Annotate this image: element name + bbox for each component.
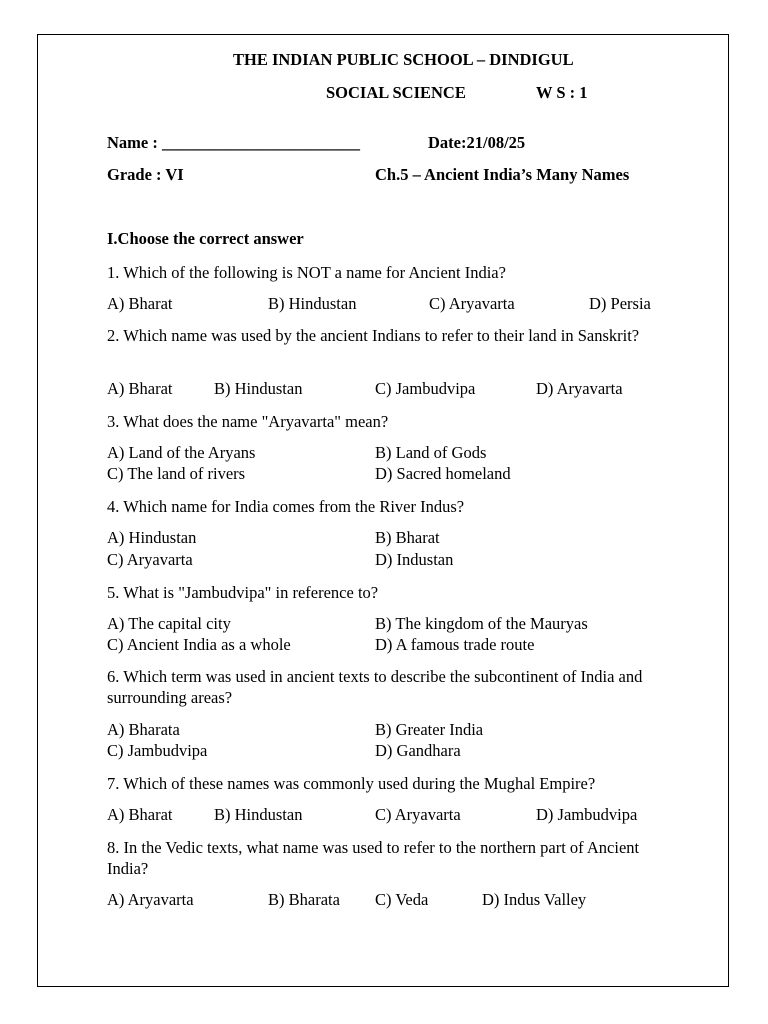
option-4d[interactable]: D) Industan	[375, 550, 454, 569]
option-6b[interactable]: B) Greater India	[375, 720, 484, 739]
option-1d[interactable]: D) Persia	[589, 294, 651, 313]
option-8d[interactable]: D) Indus Valley	[482, 890, 587, 909]
date-label: Date:21/08/25	[428, 133, 526, 152]
name-field[interactable]: Name : ________________________	[107, 133, 360, 152]
option-6d[interactable]: D) Gandhara	[375, 741, 461, 760]
option-3c[interactable]: C) The land of rivers	[107, 464, 246, 483]
option-5c[interactable]: C) Ancient India as a whole	[107, 635, 291, 654]
question-4: 4. Which name for India comes from the River Indus?	[107, 497, 465, 516]
subject-title: SOCIAL SCIENCE	[326, 83, 466, 102]
option-4c[interactable]: C) Aryavarta	[107, 550, 193, 569]
option-1b[interactable]: B) Hindustan	[268, 294, 357, 313]
grade-label: Grade : VI	[107, 165, 184, 184]
section-heading: I.Choose the correct answer	[107, 229, 304, 248]
option-7d[interactable]: D) Jambudvipa	[536, 805, 638, 824]
option-4b[interactable]: B) Bharat	[375, 528, 440, 547]
option-3d[interactable]: D) Sacred homeland	[375, 464, 511, 483]
worksheet-number: W S : 1	[536, 83, 588, 102]
question-5: 5. What is "Jambudvipa" in reference to?	[107, 583, 379, 602]
option-7a[interactable]: A) Bharat	[107, 805, 173, 824]
option-1a[interactable]: A) Bharat	[107, 294, 173, 313]
option-8b[interactable]: B) Bharata	[268, 890, 340, 909]
question-8: 8. In the Vedic texts, what name was used to refer to the northern part of Ancient India?	[107, 838, 640, 878]
option-5b[interactable]: B) The kingdom of the Mauryas	[375, 614, 588, 633]
option-4a[interactable]: A) Hindustan	[107, 528, 197, 547]
option-5d[interactable]: D) A famous trade route	[375, 635, 535, 654]
question-3: 3. What does the name "Aryavarta" mean?	[107, 412, 389, 431]
option-2c[interactable]: C) Jambudvipa	[375, 379, 476, 398]
school-title: THE INDIAN PUBLIC SCHOOL – DINDIGUL	[233, 50, 574, 69]
option-6a[interactable]: A) Bharata	[107, 720, 180, 739]
option-2b[interactable]: B) Hindustan	[214, 379, 303, 398]
option-2d[interactable]: D) Aryavarta	[536, 379, 623, 398]
option-1c[interactable]: C) Aryavarta	[429, 294, 515, 313]
question-6: 6. Which term was used in ancient texts to describe the subcontinent of India and surrounding areas?	[107, 667, 643, 707]
option-6c[interactable]: C) Jambudvipa	[107, 741, 208, 760]
option-8a[interactable]: A) Aryavarta	[107, 890, 194, 909]
option-3a[interactable]: A) Land of the Aryans	[107, 443, 256, 462]
question-7: 7. Which of these names was commonly used during the Mughal Empire?	[107, 774, 596, 793]
option-7c[interactable]: C) Aryavarta	[375, 805, 461, 824]
question-2: 2. Which name was used by the ancient Indians to refer to their land in Sanskrit?	[107, 326, 640, 345]
option-2a[interactable]: A) Bharat	[107, 379, 173, 398]
question-1: 1. Which of the following is NOT a name for Ancient India?	[107, 263, 506, 282]
option-5a[interactable]: A) The capital city	[107, 614, 231, 633]
chapter-title: Ch.5 – Ancient India’s Many Names	[375, 165, 630, 184]
option-7b[interactable]: B) Hindustan	[214, 805, 303, 824]
option-3b[interactable]: B) Land of Gods	[375, 443, 487, 462]
option-8c[interactable]: C) Veda	[375, 890, 429, 909]
